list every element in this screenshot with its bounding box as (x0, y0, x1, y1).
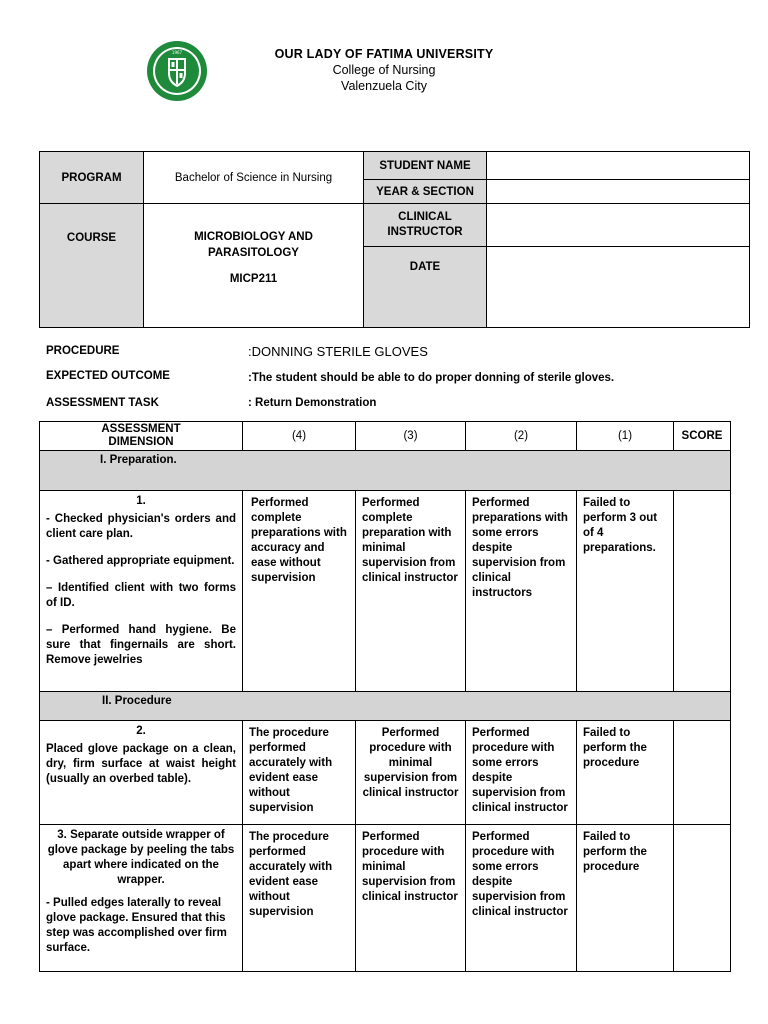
row2-score-1-desc: Failed to perform the procedure (577, 721, 674, 825)
university-name: OUR LADY OF FATIMA UNIVERSITY (274, 47, 494, 61)
course-value (144, 204, 364, 328)
row1-dimension (40, 491, 243, 692)
row3-score-field[interactable] (674, 825, 731, 972)
assessment-task-value: : Return Demonstration (248, 397, 377, 409)
row3-score-1-desc: Failed to perform the procedure (577, 825, 674, 972)
city-name: Valenzuela City (341, 79, 427, 93)
clinical-instructor-field[interactable] (487, 204, 750, 247)
svg-text:1967: 1967 (171, 50, 183, 55)
row2-score-2-desc: Performed procedure with some errors despite supervision from clinical instructor (466, 721, 577, 825)
row3-text-1: 3. Separate outside wrapper of glove package by peeling the tabs apart where indicated on the wrapper. (47, 829, 235, 886)
row2-number: 2. (136, 725, 146, 737)
expected-outcome-value: :The student should be able to do proper donning of sterile gloves. (248, 372, 615, 384)
header-assessment-dimension (40, 422, 243, 451)
row3-text-2: - Pulled edges laterally to reveal glove package. Ensured that this step was accomplished over firm surface. (46, 897, 227, 954)
student-name-field[interactable] (487, 152, 750, 180)
clinical-instructor-label (364, 204, 487, 247)
header-score-1: (1) (577, 422, 674, 451)
row2-dimension (40, 721, 243, 825)
row1-score-1-desc: Failed to perform 3 out of 4 preparations. (577, 491, 674, 692)
date-field[interactable] (487, 247, 750, 328)
row1-item-2: - Gathered appropriate equipment. (46, 555, 235, 567)
year-section-label: YEAR & SECTION (364, 180, 487, 204)
program-label: PROGRAM (40, 152, 144, 204)
header-dimension-line1: ASSESSMENT (101, 423, 181, 435)
date-label: DATE (364, 247, 487, 328)
row1-item-4: – Performed hand hygiene. Be sure that fingernails are short. Remove jewelries (46, 624, 236, 666)
row2-score-4-desc: The procedure performed accurately with evident ease without supervision (243, 721, 356, 825)
clinical-instructor-label-line2: INSTRUCTOR (387, 226, 463, 238)
row1-score-2-desc: Performed preparations with some errors despite supervision from clinical instructors (466, 491, 577, 692)
header-dimension-line2: DIMENSION (108, 436, 174, 448)
row2-text: Placed glove package on a clean, dry, firm surface at waist height (usually an overbed table). (46, 743, 236, 785)
header-score-4: (4) (243, 422, 356, 451)
assessment-task-label: ASSESSMENT TASK (46, 397, 159, 409)
student-info-table (39, 151, 750, 328)
row1-item-1: - Checked physician's orders and client care plan. (46, 513, 236, 540)
row3-score-3-desc: Performed procedure with minimal supervision from clinical instructor (356, 825, 466, 972)
row2-score-3-desc: Performed procedure with minimal supervision from clinical instructor (356, 721, 466, 825)
row1-score-field[interactable] (674, 491, 731, 692)
row1-score-4-desc: Performed complete preparations with accuracy and ease without supervision (243, 491, 356, 692)
clinical-instructor-label-line1: CLINICAL (398, 211, 452, 223)
college-name: College of Nursing (332, 63, 436, 77)
row3-dimension (40, 825, 243, 972)
section-preparation-title: I. Preparation. (40, 451, 731, 491)
course-name-line1: MICROBIOLOGY AND (194, 231, 313, 243)
procedure-label: PROCEDURE (46, 345, 120, 357)
course-code: MICP211 (229, 273, 278, 285)
row1-item-3: – Identified client with two forms of ID. (46, 582, 236, 609)
row3-score-2-desc: Performed procedure with some errors despite supervision from clinical instructor (466, 825, 577, 972)
year-section-field[interactable] (487, 180, 750, 204)
row2-score-field[interactable] (674, 721, 731, 825)
row1-number: 1. (136, 495, 146, 507)
header-score-2: (2) (466, 422, 577, 451)
header-score: SCORE (674, 422, 731, 451)
row3-score-4-desc: The procedure performed accurately with evident ease without supervision (243, 825, 356, 972)
row1-score-3-desc: Performed complete preparation with minimal supervision from clinical instructor (356, 491, 466, 692)
header-score-3: (3) (356, 422, 466, 451)
procedure-value: :DONNING STERILE GLOVES (248, 344, 428, 359)
assessment-rubric-table (39, 421, 731, 972)
course-name-line2: PARASITOLOGY (208, 247, 299, 259)
section-procedure-title: II. Procedure (40, 692, 731, 721)
student-name-label: STUDENT NAME (364, 152, 487, 180)
expected-outcome-label: EXPECTED OUTCOME (46, 370, 170, 382)
course-label: COURSE (40, 204, 144, 328)
program-value: Bachelor of Science in Nursing (144, 152, 364, 204)
